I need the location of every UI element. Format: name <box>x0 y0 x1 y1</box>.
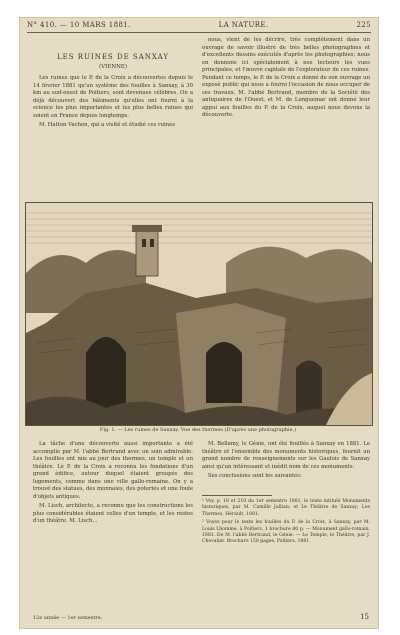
paragraph: M. Lisch, architecte, a reconnu que les constructions les plus considérables étaient celles d'un temple, et les restes d'un théâtre. M. Lisch... <box>33 503 193 524</box>
footnote: ¹ Voy. p. 18 et 210 du 1er semestre 1881, le texte intitulé Monuments historiques, par M. Camille Jullian; et Le Théâtre de Sanxay; Les Thermes, Hérault, 1881. <box>202 499 370 517</box>
page-header <box>27 19 371 33</box>
article-subtitle: (VIENNE) <box>98 64 128 70</box>
figure-caption: Fig. 1. — Les ruines de Sanxay. Vue des thermes (D'après une photographie.) <box>99 427 297 433</box>
journal-page <box>19 17 379 629</box>
paragraph: nous, vient de les décrire, très complètement dans un ouvrage de savoir illustré de très belles photographies et d'excellents dessins exécutés d'après les photographies; nous en donnons ici spécialement à nos lecteurs les vues principales, et l'œuvre capitale de l'explorateur de ces ruines. Pendant ce temps, le P. de la Croix a donné de son ouvrage un exposé public qui nous a fourni l'occasion de nous occuper de ses travaux. M. l'abbé Bertrand, membre de la Société des antiquaires de l'Ouest, et M. de Longuemar ont donné leur appui aux fouilles du P. de la Croix, auquel nous devons la découverte. <box>202 37 370 118</box>
footnotes <box>202 499 370 548</box>
left-column-bottom <box>33 441 193 528</box>
right-column-top <box>202 37 370 122</box>
paragraph: M. Hatton Vachon, qui a visité et étudié ces ruines <box>39 122 175 128</box>
paragraph: Ses conclusions sont les suivantes: <box>208 473 302 479</box>
paragraph: La tâche d'une découverte aussi importante a été accomplie par M. l'abbé Bertrand avec un soin admirable. Les fouilles ont mis au jour des thermes, un temple et un théâtre. Le P. de la Croix a reconnu les fondations d'un grand édifice, autour duquel étaient groupés des logements, comme dans une ville gallo-romaine. On y a trouvé des statues, des monnaies, des poteries et une foule d'objets antiques. <box>33 441 193 500</box>
article-title: LES RUINES DE SANXAY <box>56 53 170 61</box>
page-number: 225 <box>356 21 371 29</box>
issue-number: N° 410. — 10 MARS 1881. <box>27 21 131 29</box>
footnote: ² Voyez pour le texte les fouilles du P. de la Croix, à Sanxay, par M. Louis Lhomme, à Poitiers, 1 brochure 80 p. — Monument gallo-romain, 1881. De M. l'abbé Bertrand, le Génie. — Le Temple, le Théâtre, par J. Chevalier. Brochure 150 pages, Poitiers, 1881. <box>202 520 370 545</box>
paragraph: M. Bellamy, le Génie, ont été fouillés à Sanxay en 1881. Le théâtre et l'ensemble des monuments historiques, fournit un grand nombre de renseignements sur les Gaulois de Sanxay ainsi qu'un intéressant et inédit nom de ces monuments. <box>202 441 370 470</box>
ruins-illustration <box>26 203 372 425</box>
signature-mark: 15 <box>360 613 369 621</box>
right-column-bottom <box>202 441 370 483</box>
ruins-engraving <box>25 202 373 426</box>
journal-name: LA NATURE. <box>218 21 269 29</box>
volume-note: 12e année — 1er semestre. <box>33 615 103 621</box>
footnote-divider <box>202 495 272 496</box>
left-column-top <box>33 75 193 132</box>
paragraph: Les ruines que le P. de la Croix a découvertes depuis le 14 février 1881 qu'un système des fouilles à Sanxay, à 30 km au sud-ouest de Poitiers, sont devenues célèbres. On a déjà découvert des bâtiments qu'elles ont fourni à la science les plus importantes et les plus belles ruines qui soient en France depuis longtemps. <box>33 75 193 119</box>
